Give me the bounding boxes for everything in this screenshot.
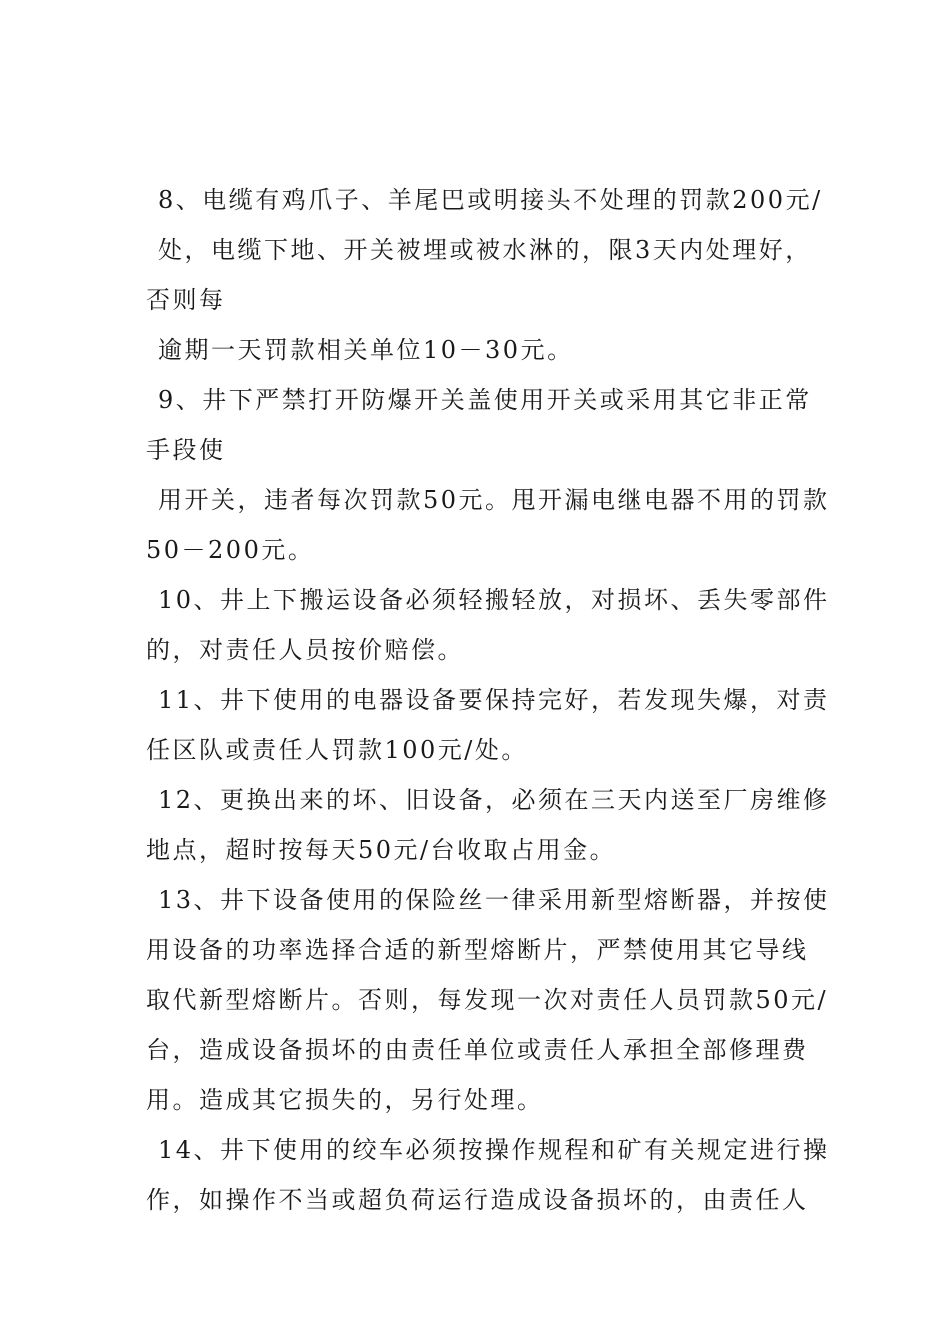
text-line: 用。造成其它损失的，另行处理。 <box>146 1086 544 1114</box>
text-line: 的，对责任人员按价赔偿。 <box>146 636 464 664</box>
text-line: 否则每 <box>146 286 226 314</box>
text-line: 逾期一天罚款相关单位10－30元。 <box>158 336 574 364</box>
text-line: 9、井下严禁打开防爆开关盖使用开关或采用其它非正常 <box>158 386 812 414</box>
text-line: 地点，超时按每天50元/台收取占用金。 <box>146 836 617 864</box>
text-line: 10、井上下搬运设备必须轻搬轻放，对损坏、丢失零部件 <box>158 586 830 614</box>
text-line: 12、更换出来的坏、旧设备，必须在三天内送至厂房维修 <box>158 786 830 814</box>
text-line: 台，造成设备损坏的由责任单位或责任人承担全部修理费 <box>146 1036 809 1064</box>
text-line: 取代新型熔断片。否则，每发现一次对责任人员罚款50元/ <box>146 986 829 1014</box>
text-line: 任区队或责任人罚款100元/处。 <box>146 736 528 764</box>
text-line: 14、井下使用的绞车必须按操作规程和矿有关规定进行操 <box>158 1136 830 1164</box>
text-line: 用开关，违者每次罚款50元。甩开漏电继电器不用的罚款 <box>158 486 830 514</box>
text-line: 作，如操作不当或超负荷运行造成设备损坏的，由责任人 <box>146 1186 809 1214</box>
text-line: 13、井下设备使用的保险丝一律采用新型熔断器，并按使 <box>158 886 830 914</box>
text-line: 50－200元。 <box>146 536 315 564</box>
text-line: 8、电缆有鸡爪子、羊尾巴或明接头不处理的罚款200元/ <box>158 186 823 214</box>
text-line: 手段使 <box>146 436 226 464</box>
text-line: 用设备的功率选择合适的新型熔断片，严禁使用其它导线 <box>146 936 809 964</box>
text-line: 处，电缆下地、开关被埋或被水淋的，限3天内处理好， <box>158 236 812 264</box>
text-line: 11、井下使用的电器设备要保持完好，若发现失爆，对责 <box>158 686 830 714</box>
